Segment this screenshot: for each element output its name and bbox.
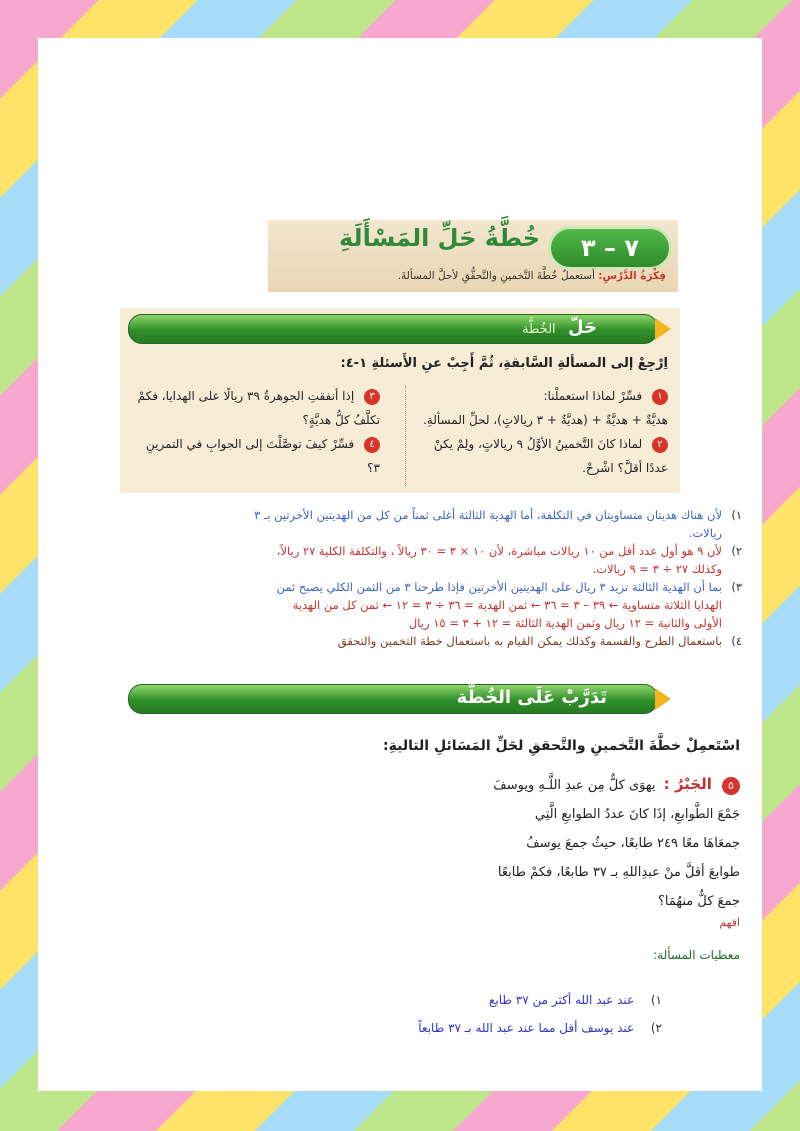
answers-list: [72, 506, 742, 650]
column-divider: [405, 386, 406, 486]
practice-ribbon: [128, 684, 658, 714]
plan-instruction: اِرْجِعْ إلى المسألةِ السَّابقةِ، ثُمَّ أَجِبْ عنِ الأَسئلةِ ١-٤:: [340, 356, 668, 371]
lesson-idea: [398, 270, 666, 282]
answer-text: وكذلك ٢٧ ÷ ٣ = ٩ ريالات.: [592, 562, 722, 576]
answer-number: ١): [731, 508, 742, 522]
problem-5-text: جمعَ كلٌّ منهُمَا؟: [657, 894, 740, 909]
answer-text: باستعمال الطرح والقسمة وكذلك يمكن القيام به باستعمال خطة التخمين والتحقق: [337, 634, 722, 648]
question-4: [130, 432, 380, 480]
given-item: [418, 986, 662, 1014]
question-3-number: ٣: [364, 389, 380, 405]
given-text: عند عبد الله أكثر من ٣٧ طابع: [489, 993, 635, 1007]
question-3: [130, 384, 380, 408]
answer-text: بما أن الهدية الثالثة تزيد ٣ ريال على الهديتين الأخرتين فإذا طرحنا ٣ من الثمن الكلي يصبح ثمن: [276, 580, 722, 594]
problem-5-text: طوابعَ أقلَّ منْ عبدِاللهِ بـ ٣٧ طابعًا، فكمْ طابعًا: [497, 865, 740, 880]
answer-number: ٢): [731, 544, 742, 558]
question-column-left: [130, 384, 380, 480]
lesson-title: خُطَّةُ حَلِّ المَسْأَلَةِ: [339, 224, 540, 252]
answer-text: ريالات.: [688, 526, 722, 540]
answer-item: [72, 506, 742, 542]
question-1-number: ١: [652, 389, 668, 405]
given-number: ١): [650, 993, 662, 1007]
given-text: عند يوسف أقل مما عند عبد الله بـ ٣٧ طابعاً: [418, 1021, 635, 1035]
given-number: ٢): [650, 1021, 662, 1035]
practice-instruction: اسْتَعمِلْ خطَّةَ التَّخمينِ والتَّحققِ لحَلِّ المَسَائلِ التاليةِ:: [383, 738, 740, 754]
worksheet-page: [38, 38, 762, 1091]
question-4-text: فسِّرْ كيفَ توصَّلْتَ إلى الجوابِ في التمرينِ ٣؟: [146, 437, 380, 475]
answer-text: الهدايا الثلاثة متساوية ← ٣٩ – ٣ = ٣٦ ← ثمن الهدية = ٣٦ ÷ ٣ = ١٢ ← ثمن كل من الهدية: [292, 598, 722, 612]
question-3-text: إذا أنفقتِ الجوهرةُ ٣٩ ريالًا على الهدايا، فكمْ: [137, 389, 355, 403]
ribbon-arrow-icon: [655, 688, 671, 710]
answer-item: [72, 542, 742, 578]
solve-ribbon: [128, 314, 658, 344]
lesson-idea-text: أستعملُ خُطَّةَ التَّخمينِ والتَّحقُّقِ لأحلَّ المسألةَ.: [397, 270, 595, 282]
solve-ribbon-title: [522, 317, 597, 338]
answer-item: [72, 578, 742, 632]
solve-subtitle: الخُطَّة: [522, 322, 556, 337]
lesson-number-badge: ٧ – ٣: [548, 226, 672, 270]
question-2-text-cont: عددًا أقلَّ؟ اشْرحْ.: [582, 461, 668, 475]
problem-5-text: جمعَاهَا معًا ٢٤٩ طابعًا، حيثُ جمعَ يوسفُ: [526, 836, 740, 851]
answer-number: ٤): [731, 634, 742, 648]
problem-5-number: ٥: [722, 777, 740, 795]
plan-panel: [120, 308, 680, 493]
lesson-idea-label: فِكْرَةُ الدَّرْسِ:: [598, 270, 666, 282]
solve-title: حَلّ: [567, 317, 597, 338]
lesson-header: [268, 220, 678, 292]
answer-text: لأن هناك هديتان متساويتان في التكلفة، أما الهدية الثالثة أغلى ثمناً من كل من الهديتين الأخرتين بـ ٣: [254, 508, 722, 522]
question-1-text-cont: هديَّةٌ + هديَّةٌ + (هديَّةٌ + ٣ ريالاتٍ)، لحلِّ المسألةِ.: [422, 413, 668, 427]
givens-list: [418, 986, 662, 1042]
answer-item: [72, 632, 742, 650]
problem-5-text: جَمْعَ الطَّوابعِ، إذَا كانَ عددُ الطوابعِ الَّتِي: [534, 807, 740, 822]
question-2-text: لماذا كانَ التَّخمينُ الأوَّلُ ٩ ريالاتٍ، ولِمْ يكنْ: [433, 437, 643, 451]
ribbon-arrow-icon: [655, 318, 671, 340]
understand-label: افهم: [719, 916, 740, 929]
answer-text: الأولى والثانية = ١٢ ريال وثمن الهدية الثالثة = ١٢ + ٣ = ١٥ ريال: [408, 616, 722, 630]
answer-text: لأن ٩ هو أول عدد أقل من ١٠ ريالات مباشرة، لأن ١٠ × ٣ = ٣٠ ريالاً ، والتكلفة الكلية ٢٧ ريالاً،: [276, 544, 722, 558]
question-2-number: ٢: [652, 437, 668, 453]
question-3-text-cont: تكلَّفُ كلُّ هديَّةٍ؟: [302, 413, 380, 427]
question-1: [403, 384, 668, 408]
givens-title: معطيات المسألة:: [653, 948, 740, 962]
problem-5: [420, 770, 740, 916]
question-2: [403, 432, 668, 456]
question-1-text: فسِّرْ لماذا استعملْنا:: [543, 389, 643, 403]
practice-ribbon-title: تَدَرَّبْ عَلَى الخُطَّة: [456, 687, 607, 708]
given-item: [418, 1014, 662, 1042]
problem-5-text: يهوَى كلٌّ مِن عبدِ اللَّـهِ ويوسفَ: [493, 778, 656, 793]
question-4-number: ٤: [364, 437, 380, 453]
problem-5-tag: الجَبْرُ :: [663, 775, 712, 793]
question-column-right: [403, 384, 668, 480]
answer-number: ٣): [731, 580, 742, 594]
